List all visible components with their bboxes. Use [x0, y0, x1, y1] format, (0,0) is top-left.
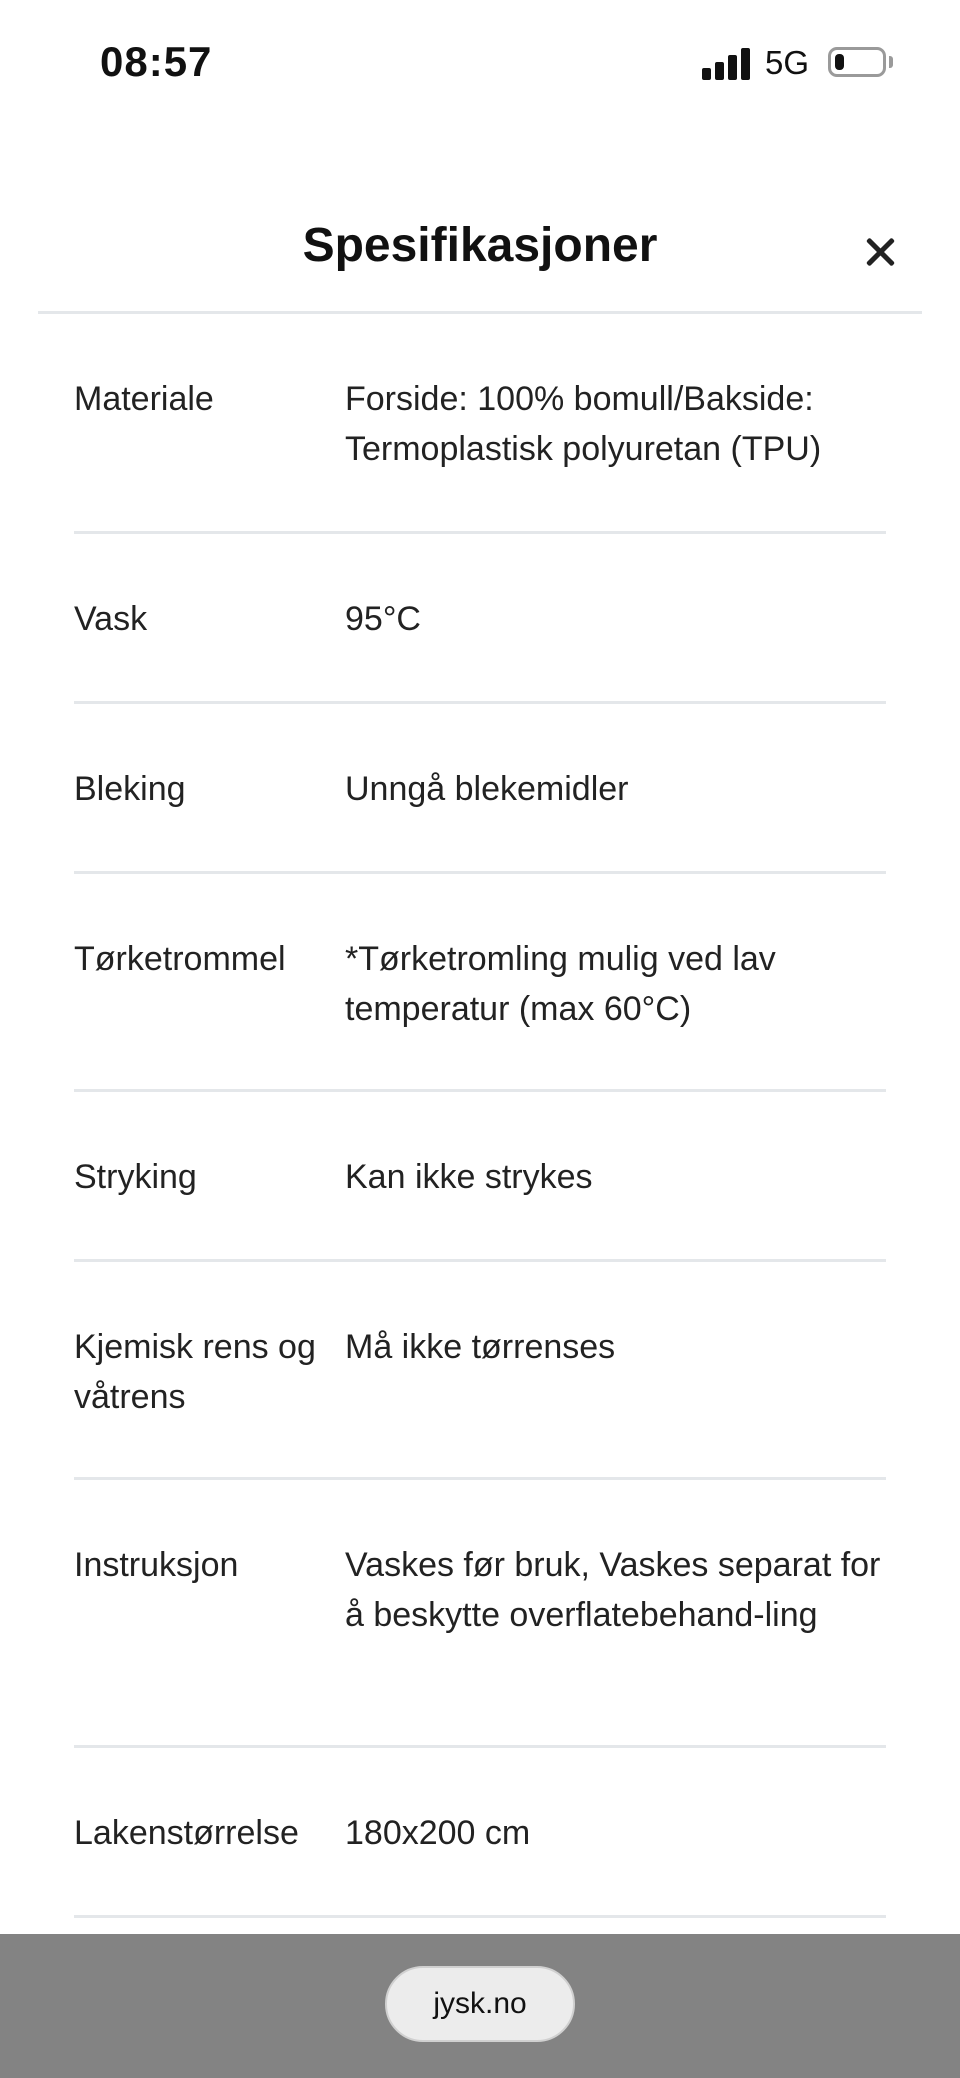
spec-row-material	[74, 314, 886, 534]
browser-bottom-bar	[0, 1934, 960, 2078]
battery-nub	[889, 56, 893, 68]
url-bar[interactable]: jysk.no	[385, 1966, 575, 2042]
signal-icon	[702, 48, 752, 80]
spec-value: 180x200 cm	[345, 1814, 531, 1852]
spec-list	[74, 314, 886, 1918]
spec-value: *Tørketromling mulig ved lav temperatur (max 60°C)	[345, 940, 776, 1028]
spec-row-bleach	[74, 704, 886, 874]
network-label: 5G	[765, 44, 810, 81]
spec-row-dry-clean	[74, 1262, 886, 1480]
spec-row-ironing	[74, 1092, 886, 1262]
spec-value: Kan ikke strykes	[345, 1158, 593, 1196]
spec-label: Stryking	[74, 1158, 197, 1196]
spec-label: Materiale	[74, 380, 214, 418]
status-bar	[0, 0, 960, 130]
spec-value: 95°C	[345, 600, 421, 638]
close-icon[interactable]	[858, 230, 902, 274]
status-time: 08:57	[100, 38, 213, 85]
battery-icon	[828, 47, 886, 77]
spec-value: Unngå blekemidler	[345, 770, 629, 808]
spec-row-sheet-size	[74, 1748, 886, 1918]
modal-header	[38, 200, 922, 314]
spec-label: Lakenstørrelse	[74, 1814, 299, 1852]
spec-value: Vaskes før bruk, Vaskes separat for å beskytte overflatebehand-ling	[345, 1546, 881, 1634]
spec-row-instruction	[74, 1480, 886, 1748]
spec-row-wash	[74, 534, 886, 704]
spec-row-dryer	[74, 874, 886, 1092]
spec-label: Bleking	[74, 770, 186, 808]
spec-label: Kjemisk rens og våtrens	[74, 1328, 316, 1416]
spec-label: Tørketrommel	[74, 940, 286, 978]
spec-label: Instruksjon	[74, 1546, 239, 1584]
spec-value: Må ikke tørrenses	[345, 1328, 616, 1366]
spec-value: Forside: 100% bomull/Bakside: Termoplastisk polyuretan (TPU)	[345, 380, 822, 468]
page-title: Spesifikasjoner	[302, 219, 658, 272]
spec-label: Vask	[74, 600, 148, 638]
battery-fill	[835, 54, 844, 70]
